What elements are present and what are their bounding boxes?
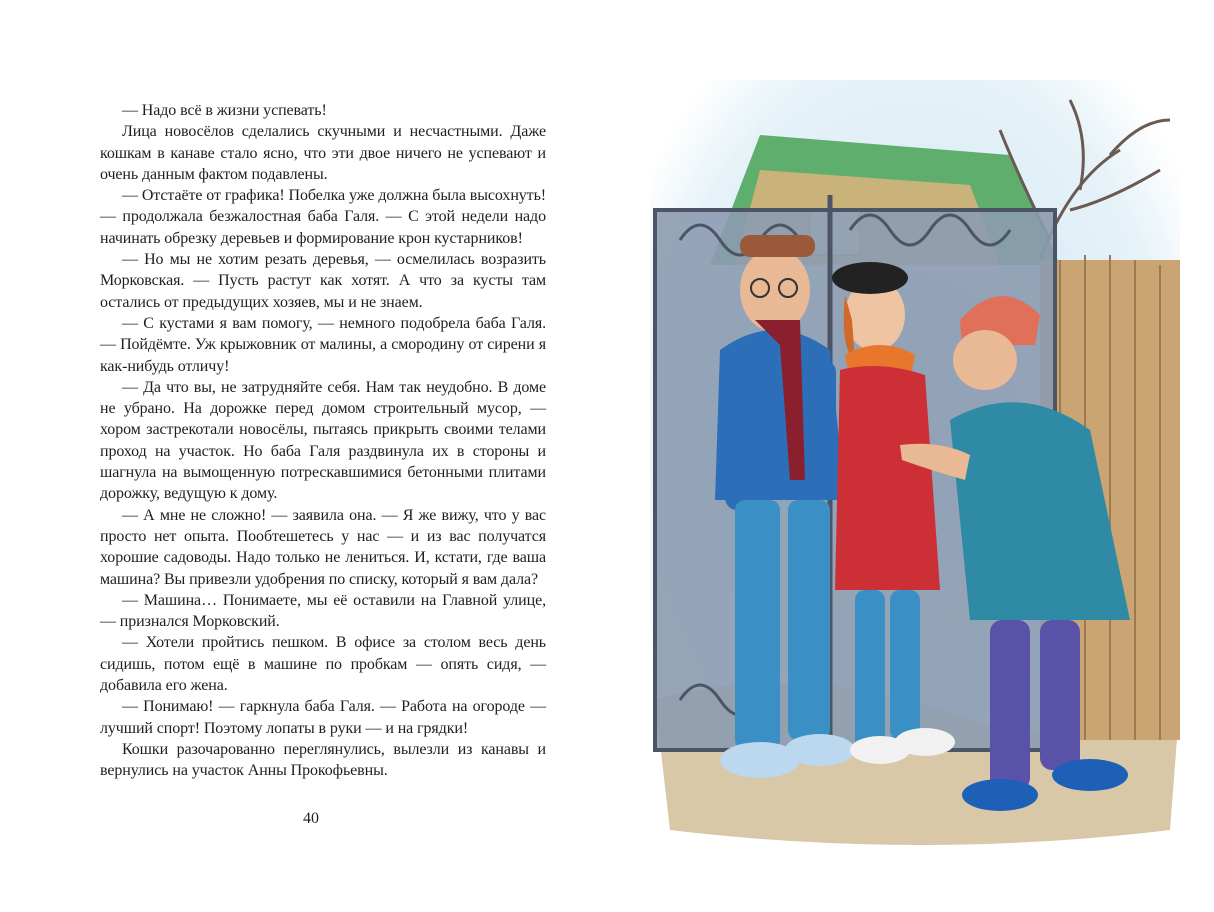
paragraph-6: — Да что вы, не затрудняйте себя. Нам так неудобно. В доме не убрано. На дорожке перед домом строительный мусор, — хором застрекотали новосёлы, пытаясь прикрыть своими телами проход на участок. Но баба Галя раздвинула их в стороны и шагнула на вымощенную потрескавшимися бетонными плитами дорожку, ведущую к дому.	[100, 378, 546, 503]
paragraph-4: — Но мы не хотим резать деревья, — осмелилась возразить Морковская. — Пусть растут как хотят. А что за кусты там остались от предыдущих хозяев, мы и не знаем.	[100, 251, 546, 311]
paragraph-9: — Хотели пройтись пешком. В офисе за столом весь день сидишь, потом ещё в машине по пробкам — опять сидя, — добавила его жена.	[100, 634, 546, 695]
paragraph-7: — А мне не сложно! — заявила она. — Я же вижу, что у вас просто нет опыта. Пообтешетесь у нас — и из вас получатся хорошие садоводы. Надо только не лениться. И, кстати, где ваша машина? Вы привезли удобрения по списку, который я вам дала?	[100, 506, 546, 588]
paragraph-8: — Машина… Понимаете, мы её оставили на Главной улице, — признался Морковский.	[100, 591, 546, 631]
illustration-scene	[640, 60, 1200, 860]
body-text	[100, 100, 546, 782]
paragraph-10: — Понимаю! — гаркнула баба Галя. — Работа на огороде — лучший спорт! Поэтому лопаты в руки — и на грядки!	[100, 698, 546, 737]
paragraph-1: — Надо всё в жизни успевать!	[122, 102, 327, 119]
paragraph-3: — Отстаёте от графика! Побелка уже должна была высохнуть! — продолжала безжалостная баба Галя. — С этой недели надо начинать обрезку деревьев и формирование крон кустарников!	[100, 187, 546, 247]
page-number: 40	[303, 810, 319, 827]
paragraph-5: — С кустами я вам помогу, — немного подобрела баба Галя. — Пойдёмте. Уж крыжовник от малины, а смородину от сирени я как-нибудь отличу!	[100, 314, 546, 375]
paragraph-2: Лица новосёлов сделались скучными и несчастными. Даже кошкам в канаве стало ясно, что эти двое ничего не успевают и очень данным фактом подавлены.	[100, 123, 546, 183]
illustration	[640, 60, 1200, 860]
paragraph-11: Кошки разочарованно переглянулись, вылезли из канавы и вернулись на участок Анны Прокофьевны.	[100, 740, 546, 780]
